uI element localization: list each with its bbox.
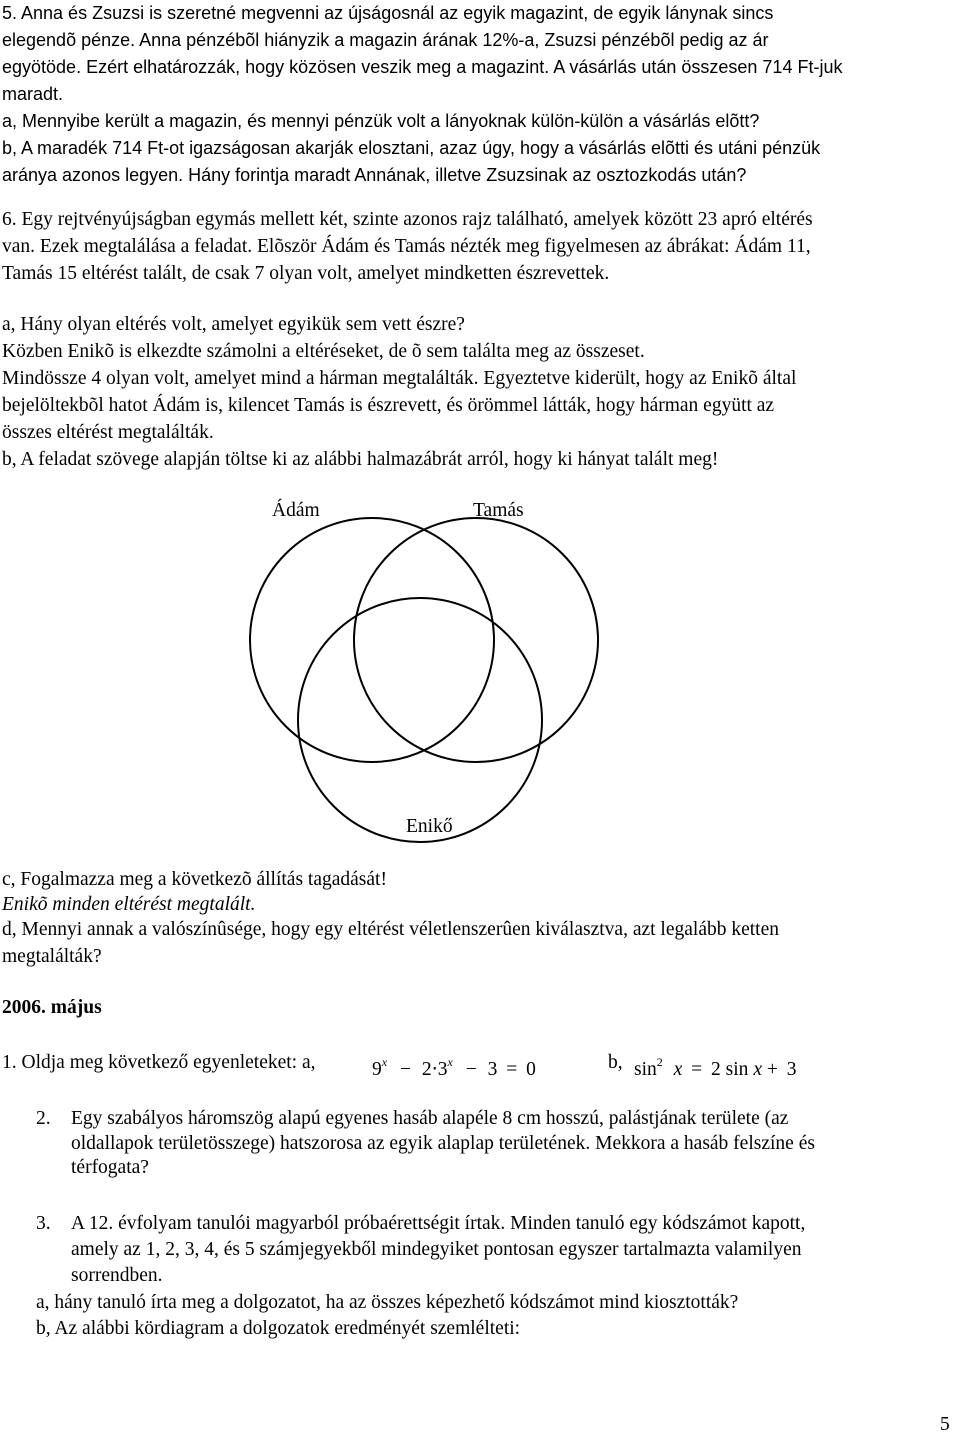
eq-b-coef: 2: [711, 1059, 721, 1080]
eq-b-sin: sin: [634, 1059, 657, 1080]
eq-a-base2: 3: [437, 1059, 448, 1080]
problem5-line-6: b, A maradék 714 Ft-ot igazságosan akarják elosztani, azaz úgy, hogy a vásárlás elõtti és utáni pénzük: [2, 138, 821, 158]
eq-b-var1: x: [673, 1059, 683, 1080]
eq-a-const: 3: [487, 1059, 498, 1080]
problem5-line-1: 5. Anna és Zsuzsi is szeretné megvenni az újságosnál az egyik magazint, de egyik lánynak sincs: [2, 3, 774, 23]
exam-p3-line-2: amely az 1, 2, 3, 4, és 5 számjegyekből mindegyiket pontosan egyszer tartalmazta valamilyen: [71, 1239, 802, 1260]
exam-p3-question-a: a, hány tanuló írta meg a dolgozatot, ha az összes képezhető kódszámot mind kiosztották?: [36, 1292, 739, 1313]
venn-circle-tamas: [354, 518, 598, 762]
problem5-line-3: egyötöde. Ezért elhatározzák, hogy közösen veszik meg a magazint. A vásárlás után összesen 714 Ft-juk: [2, 57, 843, 77]
eq-b-var2: x: [753, 1059, 762, 1080]
problem5-line-7: aránya azonos legyen. Hány forintja maradt Annának, illetve Zsuzsinak az osztozkodás után?: [2, 165, 747, 185]
problem6-line-5: Közben Enikõ is elkezdte számolni a eltéréseket, de õ sem találta meg az összeset.: [2, 341, 645, 362]
problem6-question-a: a, Hány olyan eltérés volt, amelyet egyikük sem vett észre?: [2, 314, 465, 335]
venn-label-tamas: Tamás: [473, 500, 524, 521]
problem5-line-5: a, Mennyibe került a magazin, és mennyi pénzük volt a lányoknak külön-külön a vásárlás elõtt?: [2, 111, 760, 131]
eq-b-const: 3: [786, 1059, 797, 1080]
eq-a-coef: 2: [421, 1059, 432, 1080]
exam-p1-b-label: b,: [608, 1052, 623, 1073]
problem6-line-8: összes eltérést megtalálták.: [2, 422, 214, 443]
problem5-line-2: elegendõ pénze. Anna pénzébõl hiányzik a magazin árának 12%-a, Zsuzsi pénzébõl pedig az ár: [2, 30, 769, 50]
venn-label-adam: Ádám: [272, 500, 320, 521]
eq-b-sin2: sin: [725, 1059, 749, 1080]
exam-p2-line-1: Egy szabályos háromszög alapú egyenes hasáb alapéle 8 cm hosszú, palástjának területe (az: [71, 1108, 789, 1129]
problem6-statement: Enikõ minden eltérést megtalált.: [2, 894, 256, 915]
eq-a-base1: 9: [372, 1059, 382, 1080]
problem6-line-3: Tamás 15 eltérést talált, de csak 7 olyan volt, amelyet mindketten észrevettek.: [2, 263, 610, 284]
problem6-question-d-2: megtalálták?: [2, 946, 102, 967]
eq-b-power: 2: [656, 1055, 663, 1069]
venn-circle-eniko: [298, 598, 542, 842]
problem6-line-1: 6. Egy rejtvényújságban egymás mellett két, szinte azonos rajz található, amelyek között 23 apró eltérés: [2, 209, 813, 230]
exam-p3-line-3: sorrendben.: [71, 1265, 163, 1286]
equation-a: [372, 1055, 536, 1081]
eq-a-minus1: −: [399, 1059, 411, 1080]
section-title: 2006. május: [2, 997, 102, 1018]
page-number: 5: [940, 1414, 950, 1435]
eq-a-rhs: 0: [526, 1059, 536, 1080]
equation-b: [634, 1055, 796, 1081]
exam-p3-line-1: A 12. évfolyam tanulói magyarból próbaérettségit írtak. Minden tanuló egy kódszámot kapott,: [71, 1213, 806, 1234]
problem6-question-d-1: d, Mennyi annak a valószínûsége, hogy egy eltérést véletlenszerûen kiválasztva, azt legalább ketten: [2, 919, 779, 940]
venn-circle-adam: [250, 518, 494, 762]
exam-p2-line-3: térfogata?: [71, 1157, 149, 1178]
eq-a-dot: ⋅: [431, 1059, 438, 1080]
problem6-question-b: b, A feladat szövege alapján töltse ki az alábbi halmazábrát arról, hogy ki hányat talált meg!: [2, 449, 719, 470]
exam-p3-number: 3.: [36, 1213, 51, 1234]
eq-b-equals: =: [691, 1059, 703, 1080]
problem6-line-7: bejelöltekbõl hatot Ádám is, kilencet Tamás is észrevett, és örömmel látták, hogy hárman együtt az: [2, 395, 775, 416]
eq-a-exp2: x: [447, 1055, 453, 1069]
venn-label-eniko: Enikő: [406, 816, 453, 837]
eq-a-minus2: −: [465, 1059, 477, 1080]
eq-a-exp1: x: [381, 1055, 388, 1069]
problem6-line-6: Mindössze 4 olyan volt, amelyet mind a hárman megtalálták. Egyeztetve kiderült, hogy az Enikõ által: [2, 368, 797, 389]
problem6-question-c: c, Fogalmazza meg a következõ állítás tagadását!: [2, 869, 387, 890]
exam-p1-intro: 1. Oldja meg következő egyenleteket: a,: [2, 1052, 316, 1073]
eq-a-equals: =: [506, 1059, 518, 1080]
problem6-line-2: van. Ezek megtalálása a feladat. Elõször Ádám és Tamás nézték meg figyelmesen az ábrákat: Ádám 11,: [2, 236, 811, 257]
exam-p3-question-b: b, Az alábbi kördiagram a dolgozatok eredményét szemlélteti:: [36, 1318, 521, 1339]
exam-p2-number: 2.: [36, 1108, 51, 1129]
exam-p2-line-2: oldallapok területösszege) hatszorosa az egyik alaplap területének. Mekkora a hasáb felszíne és: [71, 1133, 815, 1154]
problem5-line-4: maradt.: [2, 84, 64, 104]
eq-b-plus: +: [766, 1059, 778, 1080]
